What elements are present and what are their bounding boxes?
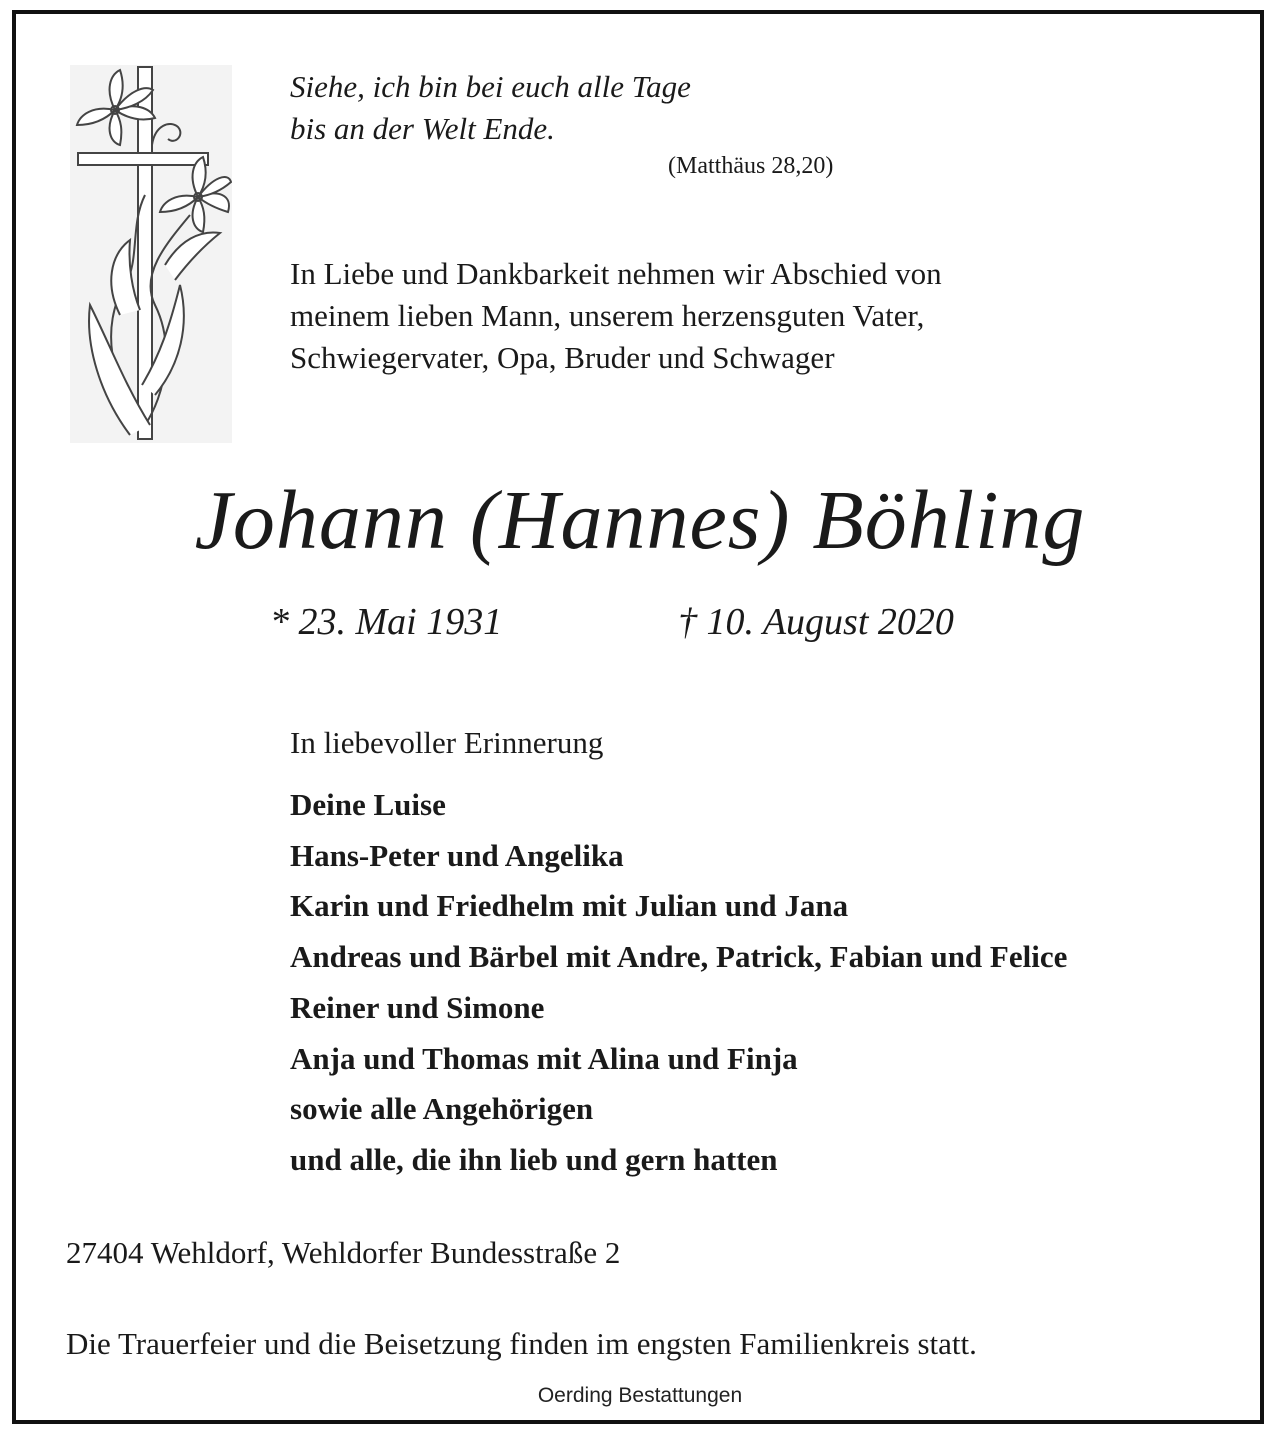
- bible-verse: [290, 66, 691, 150]
- memory-label: In liebevoller Erinnerung: [290, 725, 604, 760]
- farewell-line: meinem lieben Mann, unserem herzensguten Vater,: [290, 298, 925, 333]
- farewell-line: Schwiegervater, Opa, Bruder und Schwager: [290, 340, 835, 375]
- cross-with-lilies-icon: [70, 65, 232, 443]
- death-date: † 10. August 2020: [678, 601, 954, 643]
- address: 27404 Wehldorf, Wehldorfer Bundesstraße 2: [66, 1235, 621, 1270]
- deceased-name: Johann (Hannes) Böhling: [194, 474, 1086, 567]
- verse-line: bis an der Welt Ende.: [290, 111, 555, 146]
- farewell-line: In Liebe und Dankbarkeit nehmen wir Abschied von: [290, 256, 942, 291]
- family-list: [290, 780, 1067, 1186]
- farewell-text: [290, 253, 942, 379]
- list-item: Anja und Thomas mit Alina und Finja: [290, 1040, 798, 1076]
- birth-date: * 23. Mai 1931: [270, 601, 503, 643]
- list-item: Reiner und Simone: [290, 989, 545, 1025]
- list-item: sowie alle Angehörigen: [290, 1091, 594, 1127]
- verse-reference: (Matthäus 28,20): [668, 153, 834, 179]
- verse-line: Siehe, ich bin bei euch alle Tage: [290, 69, 691, 104]
- funeral-notice: Die Trauerfeier und die Beisetzung finden im engsten Familienkreis statt.: [66, 1326, 977, 1361]
- list-item: Andreas und Bärbel mit Andre, Patrick, Fabian und Felice: [290, 939, 1068, 975]
- list-item: und alle, die ihn lieb und gern hatten: [290, 1141, 778, 1177]
- list-item: Deine Luise: [290, 787, 446, 822]
- list-item: Karin und Friedhelm mit Julian und Jana: [290, 888, 849, 924]
- list-item: Hans-Peter und Angelika: [290, 837, 624, 873]
- funeral-home: Oerding Bestattungen: [537, 1384, 743, 1407]
